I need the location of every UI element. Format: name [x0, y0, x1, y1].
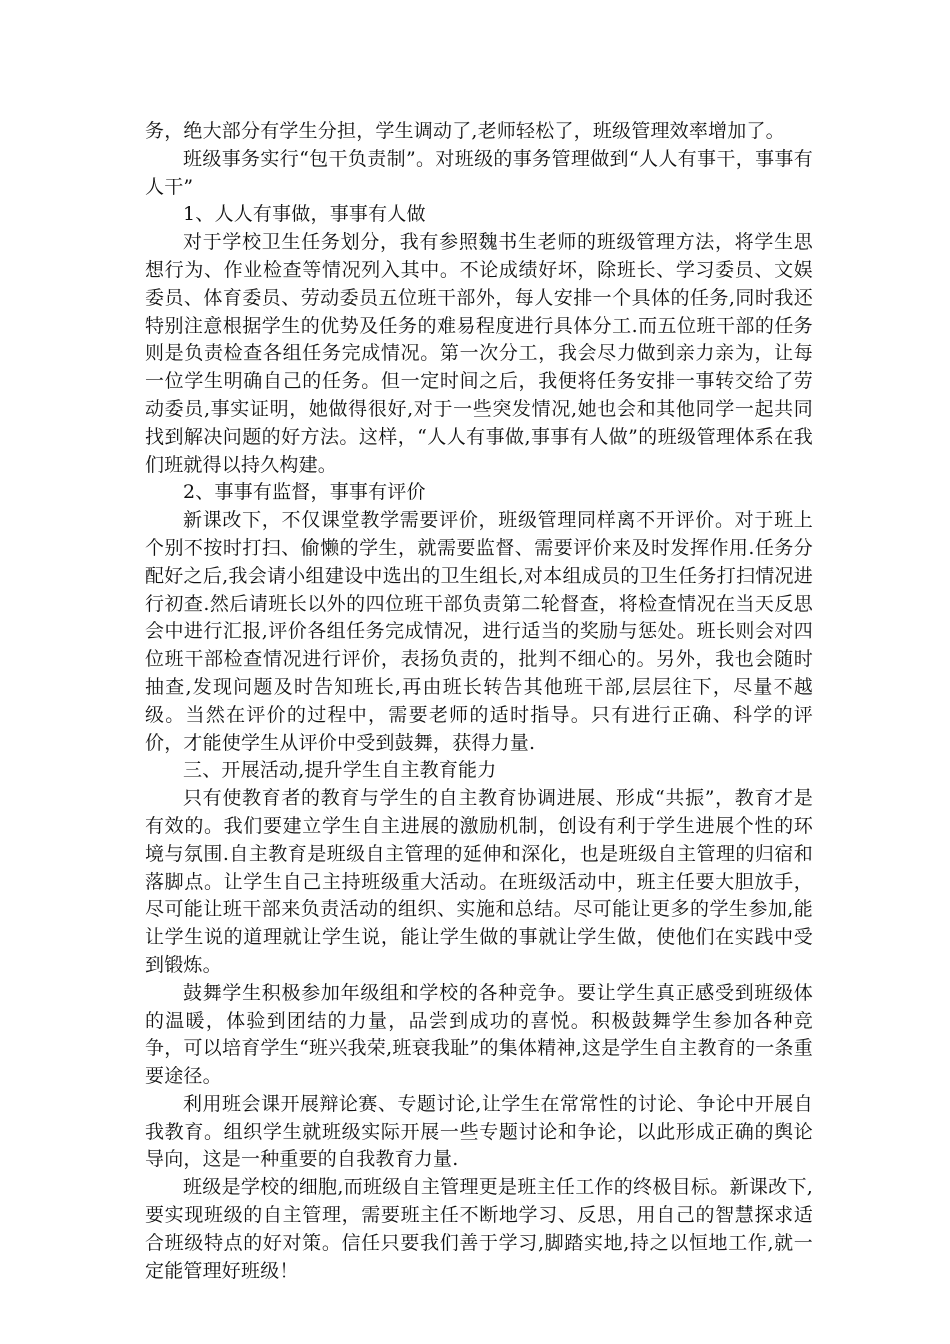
paragraph-self-education: 只有使教育者的教育与学生的自主教育协调进展、形成“共振”，教育才是有效的。我们要建立学生自主进展的激励机制，创设有利于学生进展个性的环境与氛围.自主教育是班级自主管理的延伸和深化，也是班级自主管理的归宿和落脚点。让学生自己主持班级重大活动。在班级活动中，班主任要大胆放手，尽可能让班干部来负责活动的组织、实施和总结。尽可能让更多的学生参加,能让学生说的道理就让学生说，能让学生做的事就让学生做，使他们在实践中受到锻炼。 [145, 787, 813, 976]
document-body [145, 118, 813, 1285]
section-heading-2: 2、事事有监督，事事有评价 [183, 481, 426, 504]
paragraph-responsibility-system: 班级事务实行“包干负责制”。对班级的事务管理做到“人人有事干，事事有人干” [145, 147, 813, 198]
section-heading-1: 1、人人有事做，事事有人做 [183, 203, 426, 226]
paragraph-conclusion: 班级是学校的细胞,而班级自主管理更是班主任工作的终极目标。新课改下,要实现班级的自主管理，需要班主任不断地学习、反思，用自己的智慧探求适合班级特点的好对策。信任只要我们善于学习,脚踏实地,持之以恒地工作,就一定能管理好班级！ [145, 1176, 813, 1282]
paragraph-task-division: 对于学校卫生任务划分，我有参照魏书生老师的班级管理方法，将学生思想行为、作业检查等情况列入其中。不论成绩好坏，除班长、学习委员、文娱委员、体育委员、劳动委员五位班干部外，每人安排一个具体的任务,同时我还特别注意根据学生的优势及任务的难易程度进行具体分工.而五位班干部的任务则是负责检查各组任务完成情况。第一次分工，我会尽力做到亲力亲为，让每一位学生明确自己的任务。但一定时间之后，我便将任务安排一事转交给了劳动委员,事实证明，她做得很好,对于一些突发情况,她也会和其他同学一起共同找到解决问题的好方法。这样，“人人有事做,事事有人做”的班级管理体系在我们班就得以持久构建。 [145, 231, 813, 476]
section-heading-3: 三、开展活动,提升学生自主教育能力 [183, 759, 497, 782]
paragraph-class-meetings: 利用班会课开展辩论赛、专题讨论,让学生在常常性的讨论、争论中开展自我教育。组织学生就班级实际开展一些专题讨论和争论，以此形成正确的舆论导向，这是一种重要的自我教育力量. [145, 1092, 813, 1171]
paragraph-competitions: 鼓舞学生积极参加年级组和学校的各种竞争。要让学生真正感受到班级体的温暖，体验到团结的力量，品尝到成功的喜悦。积极鼓舞学生参加各种竞争，可以培育学生“班兴我荣,班衰我耻”的集体精神,这是学生自主教育的一条重要途径。 [145, 981, 813, 1088]
paragraph-evaluation: 新课改下，不仅课堂教学需要评价，班级管理同样离不开评价。对于班上个别不按时打扫、偷懒的学生，就需要监督、需要评价来及时发挥作用.任务分配好之后,我会请小组建设中选出的卫生组长,对本组成员的卫生任务打扫情况进行初查.然后请班长以外的四位班干部负责第二轮督查，将检查情况在当天反思会中进行汇报,评价各组任务完成情况，进行适当的奖励与惩处。班长则会对四位班干部检查情况进行评价，表扬负责的，批判不细心的。另外，我也会随时抽查,发现问题及时告知班长,再由班长转告其他班干部,层层往下，尽量不越级。当然在评价的过程中，需要老师的适时指导。只有进行正确、科学的评价，才能使学生从评价中受到鼓舞，获得力量. [145, 509, 813, 754]
paragraph-continuation: 务，绝大部分有学生分担，学生调动了,老师轻松了，班级管理效率增加了。 [145, 120, 785, 142]
